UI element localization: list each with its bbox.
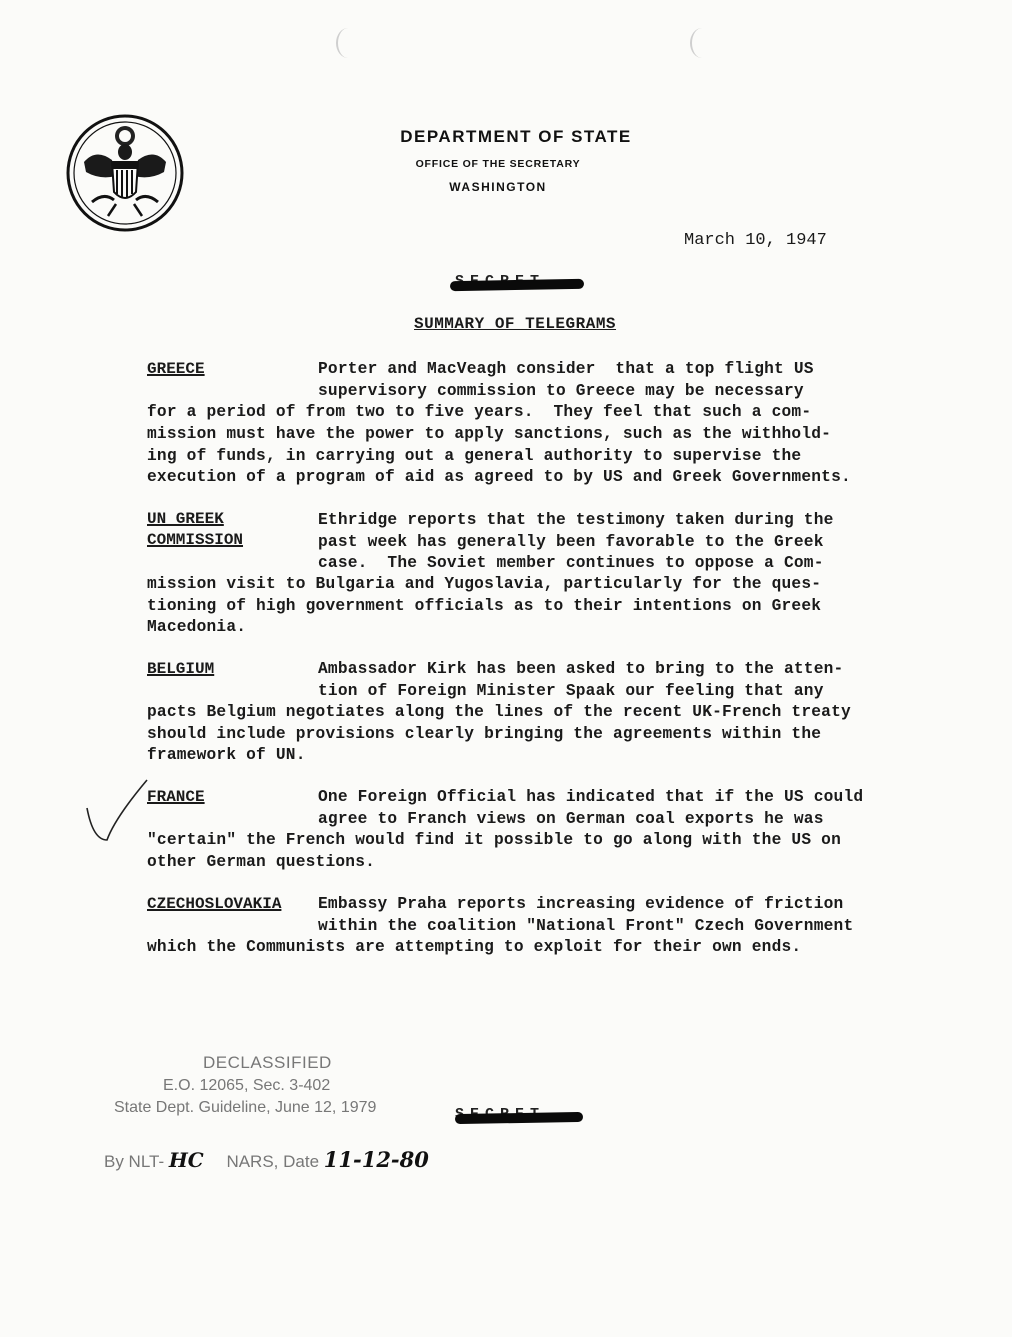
body-line: framework of UN. [147,746,306,764]
letterhead-city: WASHINGTON [449,180,547,194]
classification-bottom-redaction [455,1112,583,1124]
body-line: agree to Franch views on German coal exports he was [318,810,824,828]
body-line: mission visit to Bulgaria and Yugoslavia, particularly for the ques- [147,575,822,593]
section-heading-un-greek: UN GREEK [147,510,224,528]
punch-hole-left [336,28,360,58]
body-line: ing of funds, in carrying out a general authority to supervise the [147,447,802,465]
stamp-guideline: State Dept. Guideline, June 12, 1979 [114,1099,377,1116]
body-line: Ethridge reports that the testimony taken during the [318,511,834,529]
body-line: Ambassador Kirk has been asked to bring to the atten- [318,660,844,678]
stamp-date-handwritten: 11-12-80 [323,1147,429,1172]
body-line: should include provisions clearly bringing the agreements within the [147,725,822,743]
body-line: past week has generally been favorable to the Greek [318,533,824,551]
letterhead-department: DEPARTMENT OF STATE [400,127,632,146]
body-line: which the Communists are attempting to exploit for their own ends. [147,938,802,956]
body-line: tion of Foreign Minister Spaak our feeling that any [318,682,824,700]
document-date: March 10, 1947 [684,231,827,250]
document-title: SUMMARY OF TELEGRAMS [414,315,617,333]
section-heading-greece: GREECE [147,360,205,378]
body-line: tioning of high government officials as to their intentions on Greek [147,597,822,615]
section-heading-commission: COMMISSION [147,531,244,549]
section-heading-belgium: BELGIUM [147,660,215,678]
letterhead-office: OFFICE OF THE SECRETARY [415,158,581,170]
stamp-eo: E.O. 12065, Sec. 3-402 [163,1077,331,1094]
body-line: Embassy Praha reports increasing evidence of friction [318,895,844,913]
classification-top-redaction [450,279,584,291]
body-line: One Foreign Official has indicated that if the US could [318,788,864,806]
stamp-initials-handwritten: HC [168,1148,204,1172]
body-line: Porter and MacVeagh consider that a top flight US [318,360,814,378]
handwritten-checkmark-icon [85,778,155,858]
punch-hole-right [690,28,714,58]
stamp-nars: NARS, Date [226,1152,320,1171]
body-line: for a period of from two to five years. They feel that such a com- [147,403,812,421]
body-line: other German questions. [147,853,376,871]
stamp-by-line [104,1147,429,1172]
body-line: Macedonia. [147,618,247,636]
body-line: execution of a program of aid as agreed to by US and Greek Governments. [147,468,851,486]
section-heading-czechoslovakia: CZECHOSLOVAKIA [147,895,282,913]
body-line: supervisory commission to Greece may be necessary [318,382,804,400]
body-line: mission must have the power to apply sanctions, such as the withhold- [147,425,832,443]
body-line: "certain" the French would find it possible to go along with the US on [147,831,841,849]
body-line: case. The Soviet member continues to oppose a Com- [318,554,824,572]
stamp-by-prefix: By NLT- [104,1152,165,1171]
body-line: within the coalition "National Front" Czech Government [318,917,854,935]
section-heading-france: FRANCE [147,788,205,806]
stamp-declassified: DECLASSIFIED [203,1053,332,1072]
body-line: pacts Belgium negotiates along the lines of the recent UK-French treaty [147,703,851,721]
